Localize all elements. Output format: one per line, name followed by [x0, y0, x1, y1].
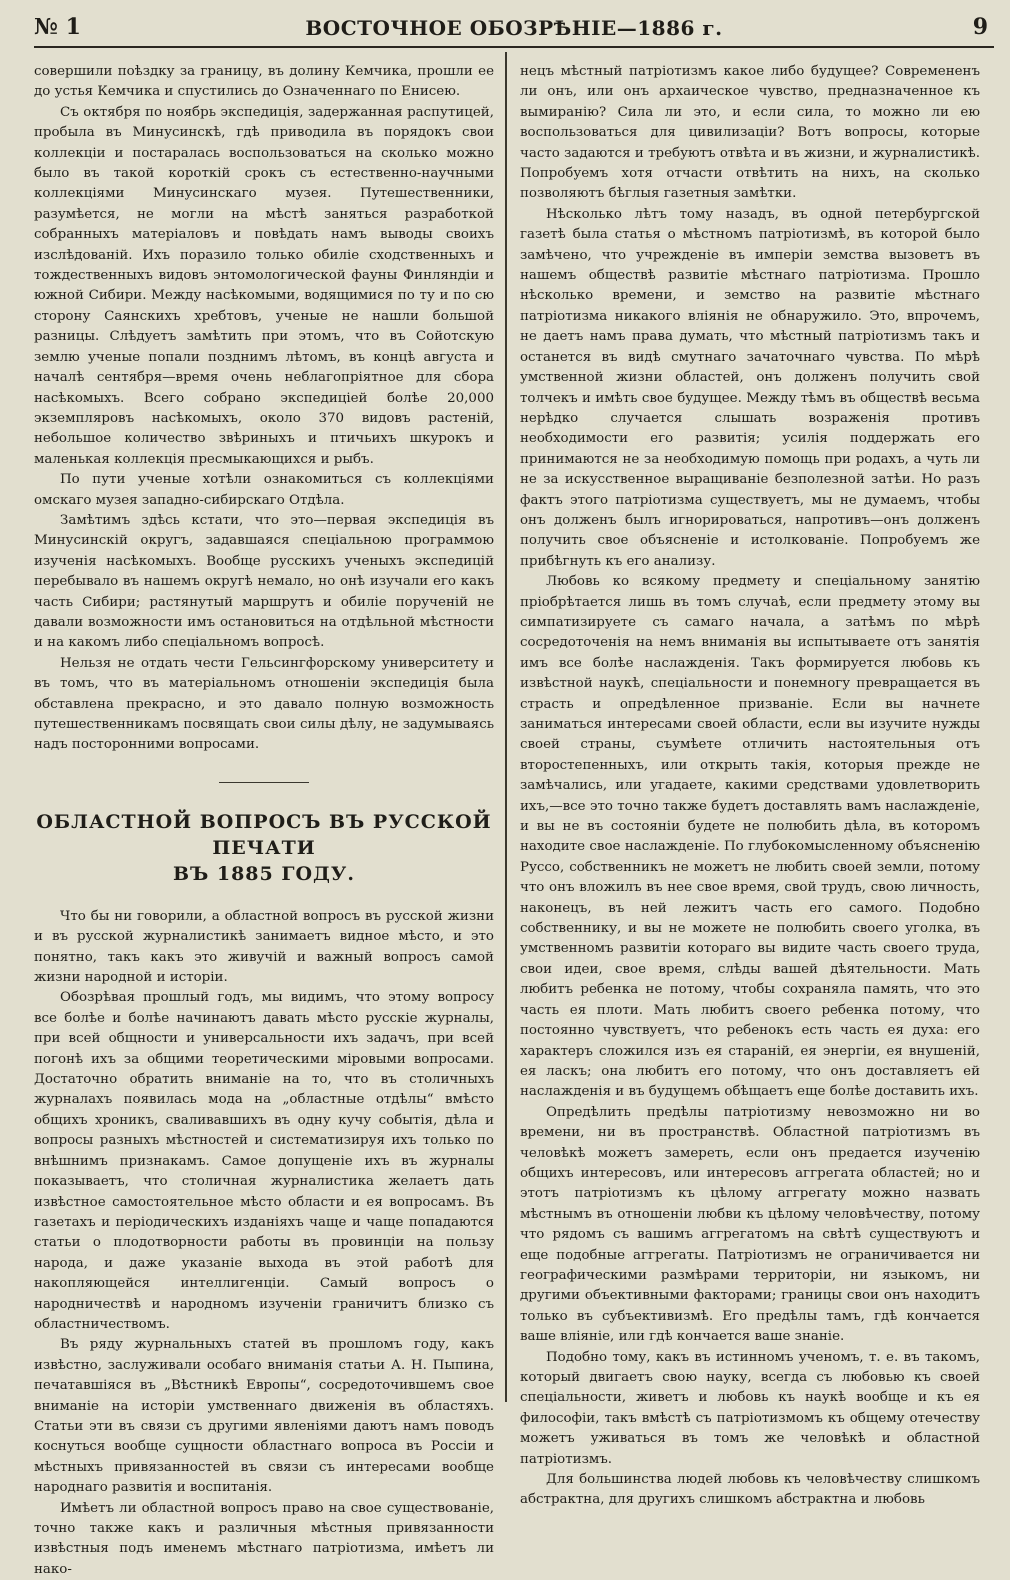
- column-divider: [505, 52, 507, 1402]
- newspaper-title: ВОСТОЧНОЕ ОБОЗРѢНІЕ—1886 г.: [305, 16, 723, 40]
- right-column: [520, 62, 980, 1508]
- paragraph: Нельзя не отдать чести Гельсингфорскому университету и въ томъ, что въ матеріальномъ отношеніи экспедиція была обставлена прекрасно, и это давало полную возможность путешественникамъ посвящать свои силы дѣлу, не задумываясь надъ посторонними вопросами.: [34, 655, 494, 753]
- article-title: [34, 809, 494, 887]
- paragraph: Обозрѣвая прошлый годъ, мы видимъ, что этому вопросу все болѣе и болѣе начинаютъ давать мѣсто русскіе журналы, при всей общности и универсальности ихъ задачъ, при всей погонѣ ихъ за общими теоретическими міровыми вопросами. Достаточно обратить вниманіе на то, что въ столичныхъ журналахъ появилась мода на „областные отдѣлы“ вмѣсто общихъ хроникъ, сваливавшихъ въ одну кучу событія, дѣла и вопросы разныхъ мѣстностей и систематизируя ихъ только по внѣшнимъ признакамъ. Самое допущеніе ихъ въ журналы показываетъ, что столичная журналистика желаетъ дать извѣстное самостоятельное мѣсто области и ея вопросамъ. Въ газетахъ и періодическихъ изданіяхъ чаще и чаще попадаются статьи о плодотворности работы въ провинціи на пользу народа, и даже указаніе выхода въ этой работѣ для накопляющейся интеллигенціи. Самый вопросъ о народничествѣ и народномъ изученіи граничитъ близко съ областничествомъ.: [34, 990, 494, 1332]
- paragraph: Имѣетъ ли областной вопросъ право на свое существованіе, точно также какъ и различныя мѣстныя привязанности извѣстныя подъ именемъ мѣстнаго патріотизма, имѣетъ ли нако-: [34, 1500, 494, 1577]
- section-separator: [219, 782, 309, 783]
- paragraph: Любовь ко всякому предмету и спеціальному занятію пріобрѣтается лишь въ томъ случаѣ, если предмету этому вы симпатизируете съ самаго начала, а затѣмъ по мѣрѣ сосредоточенія на немъ вниманія вы испытываете отъ занятія имъ все болѣе наслажденія. Такъ формируется любовь къ извѣстной наукѣ, спеціальности и понемногу превращается въ страсть и опредѣленное призваніе. Если вы начнете заниматься интересами своей области, если вы изучите нужды своей страны, съумѣете отличить настоятельныя отъ второстепенныхъ, или открыть такія, которыя прежде не замѣчались, или угадаете, какими средствами удовлетворить ихъ,—все это точно также будетъ доставлять вамъ наслажденіе, и вы не въ состояніи будете не полюбить дѣла, въ которомъ находите свое наслажденіе. По глубокомысленному объясненію Руссо, собственникъ не можетъ не любить своей земли, потому что онъ вложилъ въ нее свое время, свой трудъ, свою личность, наконецъ, въ ней лежитъ часть его самого. Подобно собственнику, и вы не можете не полюбить своего уголка, въ умственномъ развитіи котораго вы видите часть своего труда, свои идеи, свое время, слѣды вашей дѣятельности. Мать любитъ ребенка не потому, чтобы сохраняла память, что это часть ея плоти. Мать любитъ своего ребенка потому, что постоянно чувствуетъ, что ребенокъ есть часть ея духа: его характеръ сложился изъ ея стараній, ея энергіи, ея внушеній, ея ласкъ; она любитъ его потому, что онъ доставляетъ ей наслажденія и въ будущемъ обѣщаетъ еще болѣе доставить ихъ.: [520, 574, 980, 1100]
- paragraph: Нѣсколько лѣтъ тому назадъ, въ одной петербургской газетѣ была статья о мѣстномъ патріотизмѣ, въ которой было замѣчено, что учрежденіе въ имперіи земства вызоветъ въ нашемъ обществѣ развитіе мѣстнаго патріотизма. Прошло нѣсколько времени, и земство на развитіе мѣстнаго патріотизма никакого вліянія не обнаружило. Это, впрочемъ, не даетъ намъ права думать, что мѣстный патріотизмъ такъ и останется въ видѣ смутнаго зачаточнаго чувства. По мѣрѣ умственной жизни областей, онъ долженъ получить свой толчекъ и имѣть свое будущее. Между тѣмъ въ обществѣ весьма нерѣдко случается слышать возраженія противъ необходимости его развитія; усилія поддержать его принимаются не за необходимую помощь при родахъ, а чуть ли не за искусственное выращиваніе безполезной затѣи. Но разъ фактъ этого патріотизма существуетъ, мы не думаемъ, чтобы онъ долженъ былъ игнорироваться, напротивъ—онъ долженъ получить свое объясненіе и истолкованіе. Попробуемъ же прибѣгнуть къ его анализу.: [520, 206, 980, 569]
- page-header: [34, 10, 994, 48]
- paragraph: Опредѣлить предѣлы патріотизму невозможно ни во времени, ни въ пространствѣ. Областной патріотизмъ въ человѣкѣ можетъ замереть, если онъ предается изученію общихъ интересовъ, или интересовъ аггрегата областей; но и этотъ патріотизмъ къ цѣлому аггрегату можно назвать мѣстнымъ въ отношеніи любви къ цѣлому человѣчеству, потому что рядомъ съ вашимъ аггрегатомъ на свѣтѣ существуютъ и еще подобные аггрегаты. Патріотизмъ не ограничивается ни географическими размѣрами территоріи, ни языкомъ, ни другими объективными факторами; границы свои онъ находитъ только въ субъективизмѣ. Его предѣлы тамъ, гдѣ кончается ваше вліяніе, или гдѣ кончается ваше знаніе.: [520, 1104, 980, 1345]
- paragraph: Для большинства людей любовь къ человѣчеству слишкомъ абстрактна, для другихъ слишкомъ абстрактна и любовь: [520, 1472, 980, 1508]
- paragraph: Съ октября по ноябрь экспедиція, задержанная распутицей, пробыла въ Минусинскѣ, гдѣ приводила въ порядокъ свои коллекціи и постаралась воспользоваться на сколько можно было въ такой короткій срокъ съ естественно-научными коллекціями Минусинскаго музея. Путешественники, разумѣется, не могли на мѣстѣ заняться разработкой собранныхъ матеріаловъ и повѣдать намъ выводы своихъ изслѣдованій. Ихъ поразило только обиліе сходственныхъ и тождественныхъ видовъ энтомологической фауны Финляндіи и южной Сибири. Между насѣкомыми, водящимися по ту и по сю сторону Саянскихъ хребтовъ, ученые не нашли большой разницы. Слѣдуетъ замѣтить при этомъ, что въ Сойотскую землю ученые попали позднимъ лѣтомъ, въ концѣ августа и началѣ сентября—время очень неблагопріятное для сбора насѣкомыхъ. Всего собрано экспедиціей болѣе 20,000 экземпляровъ насѣкомыхъ, около 370 видовъ растеній, небольшое количество звѣриныхъ и птичьихъ шкурокъ и маленькая коллекція пресмыкающихся и рыбъ.: [34, 104, 494, 467]
- article-title-line: ОБЛАСТНОЙ ВОПРОСЪ ВЪ РУССКОЙ ПЕЧАТИ: [36, 810, 492, 859]
- paragraph: совершили поѣздку за границу, въ долину Кемчика, прошли ее до устья Кемчика и спустились до Означеннаго по Енисею.: [34, 64, 494, 100]
- page-number: 9: [972, 14, 988, 40]
- article-title-line: ВЪ 1885 ГОДУ.: [173, 862, 355, 885]
- paragraph: нецъ мѣстный патріотизмъ какое либо будущее? Современенъ ли онъ, или онъ архаическое чувство, предназначенное къ вымиранію? Сила ли это, и если сила, то можно ли ею воспользоваться для цивилизаціи? Вотъ вопросы, которые часто задаются и требуютъ отвѣта и въ жизни, и журналистикѣ. Попробуемъ хотя отчасти отвѣтить на нихъ, на сколько позволяютъ бѣглыя газетныя замѣтки.: [520, 64, 980, 202]
- paragraph: Подобно тому, какъ въ истинномъ ученомъ, т. е. въ такомъ, который двигаетъ свою науку, всегда съ любовью къ своей спеціальности, живетъ и любовь къ наукѣ вообще и къ ея философіи, такъ вмѣстѣ съ патріотизмомъ къ общему отечеству можетъ уживаться въ томъ же человѣкѣ и областной патріотизмъ.: [520, 1349, 980, 1467]
- paragraph: Что бы ни говорили, а областной вопросъ въ русской жизни и въ русской журналистикѣ занимаетъ видное мѣсто, и это понятно, такъ какъ это живучій и важный вопросъ самой жизни народной и исторіи.: [34, 908, 494, 986]
- paragraph: По пути ученые хотѣли ознакомиться съ коллекціями омскаго музея западно-сибирскаго Отдѣла.: [34, 472, 494, 508]
- issue-number: № 1: [34, 14, 81, 40]
- paragraph: Замѣтимъ здѣсь кстати, что это—первая экспедиція въ Минусинскій округъ, задавшаяся спеціальною программою изученія насѣкомыхъ. Вообще русскихъ ученыхъ экспедицій перебывало въ нашемъ округѣ немало, но онѣ изучали его какъ часть Сибири; растянутый маршрутъ и обиліе порученій не давали возможности имъ остановиться на отдѣльной мѣстности и на какомъ либо спеціальномъ вопросѣ.: [34, 512, 494, 651]
- left-column: [34, 62, 494, 1577]
- paragraph: Въ ряду журнальныхъ статей въ прошломъ году, какъ извѣстно, заслуживали особаго вниманія статьи А. Н. Пыпина, печатавшіяся въ „Вѣстникѣ Европы“, сосредоточившемъ свое вниманіе на исторіи умственнаго движенія въ областяхъ. Статьи эти въ связи съ другими явленіями даютъ намъ поводъ коснуться вообще сущности областнаго вопроса въ Россіи и мѣстныхъ привязанностей въ связи съ интересами вообще народнаго развитія и воспитанія.: [34, 1337, 494, 1496]
